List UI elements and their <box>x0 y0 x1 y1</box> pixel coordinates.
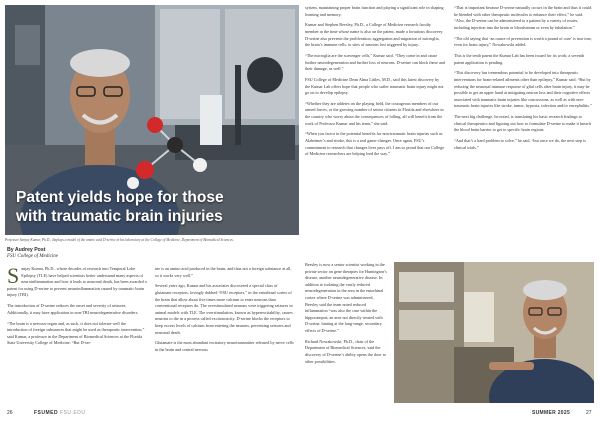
body-paragraph: Glutamate is the most abundant excitatory neurotransmitter released by nerve cells in the brain and central nervous <box>155 340 294 352</box>
lab-portrait-illustration <box>394 262 594 403</box>
lab-portrait-photo <box>394 262 594 403</box>
headline-line-2: with traumatic brain injuries <box>16 208 223 225</box>
body-paragraph: “The old saying that ‘an ounce of prevention is worth a pound of cure’ is true true, even for brain injury,” Nowakowski added. <box>454 35 592 48</box>
body-paragraph: Beesley is now a senior scientist working in the private sector on gene therapies for Huntington’s disease, another neurodegenerative disease. In addition to isolating the vastly reduced neurodegeneration in the area in the entorhinal cortex where D-serine was administered, Beesley said the team noted reduced inflammation “was also the case within the hippocampus, an area not directly treated with D-serine, hinting at the long-range, secondary effects of D-serine.” <box>305 262 387 333</box>
byline-publisher: FSU College of Medicine <box>7 254 58 259</box>
page-number-left: 26 <box>7 410 13 416</box>
body-paragraph: ine is an amino acid produced in the brain, and thus not a foreign substance at all, so it works very well.” <box>155 266 292 278</box>
article-headline <box>16 188 296 226</box>
article-column-4 <box>454 5 594 151</box>
body-paragraph: FSU College of Medicine Dean Alma Littles, M.D., said this latest discovery by the Kumar Lab offers hope that people who suffer traumatic brain injury might not go on to develop epilepsy. <box>305 76 444 96</box>
footer-magazine-name: FSUMED <box>34 410 59 416</box>
article-column-3-lower <box>305 262 387 365</box>
body-paragraph: “Whether they are athletes on the playing field, the courageous members of our armed forces, or the growing number of senior citizens in Florida and elsewhere in the country who worry about the consequences of falling, all will benefit from the work of Professor Kumar and his team,” she said. <box>305 100 444 126</box>
body-paragraph: “That is important because D-serine naturally occurs in the brain and thus it could be blended with other therapeutic molecules to enhance their effect,” he said. “Also, the D-serine can be administered to a patient by a variety of routes, including injection into the brain or bloodstream or even by inhalation.” <box>454 5 592 30</box>
body-paragraph: The introduction of D-serine reduces the onset and severity of seizures. Additionally, it may have application in non-TBI neurodegenerative disorders. <box>7 303 139 315</box>
body-paragraph: Kumar and Stephen Beesley, Ph.D., a College of Medicine research faculty member at the time whose name is also on the patent, made a fortuitous discovery: D-serine also prevents the proliferation, aggregation and migration of microglia, the brain’s immune cells, to sites of neurons lost triggered by injury. <box>305 22 444 48</box>
photo-caption: Professor Sanjay Kumar, Ph.D., displays a model of the amino acid D-serine in his laboratory at the College of Medicine, Department of Biomedical Sciences. <box>5 238 234 242</box>
article-column-1 <box>7 263 147 347</box>
article-column-2 <box>155 266 295 354</box>
body-paragraph: “This discovery has tremendous potential to be developed into therapeutic interventions for brain-related ailments other than epilepsy,” Kumar said. “But by reducing the neuronal immune response of glial cells after brain injury, it may be possible to get an upper hand at mitigating neuron loss and their cognitive effects associated with traumatic brain injuries like concussions, as well as with non-traumatic brain injuries like stroke, tumor, hypoxia, infection and/or encephalitis.” <box>454 70 592 109</box>
body-paragraph: Richard Nowakowski, Ph.D., chair of the Department of Biomedical Sciences, said the discovery of D-serine’s ability opens the door to other possibilities. <box>305 338 386 364</box>
drop-cap: S <box>7 263 20 288</box>
article-column-3 <box>305 5 445 158</box>
footer-website: FSU.EDU <box>60 410 86 416</box>
body-paragraph: This is the tenth patent the Kumar Lab has been issued for its work; a seventh patent application is pending. <box>454 52 585 65</box>
byline-author: By Audrey Post <box>7 247 46 253</box>
body-paragraph: The next big challenge, he noted, is translating his basic research findings to clinical therapeutics and figuring out how to formulate D-serine to make it breach the blood brain barrier to get to specific brain regions. <box>454 114 591 133</box>
body-paragraph: “When you factor in the potential benefits for non-traumatic brain injuries such as Alzheimer’s and stroke, this is a real game-changer. Once again, FSU’s commitment to research that changes lives pays off. I am so proud that our College of Medicine researchers are helping lead the way.” <box>305 131 445 157</box>
body-paragraph: system, maintaining proper brain function and playing a significant role in shaping learning and memory. <box>305 5 444 17</box>
body-paragraph: Sanjay Kumar, Ph.D., whose decades of research into Temporal Lobe Epilepsy (TLE) have helped scientists better understand many aspects of neuroinflammation and how it leads to neuronal death, has been awarded a patent for using D-serine to prevent neuroinflammation caused by traumatic brain injury (TBI). <box>7 263 147 298</box>
headline-line-1: Patent yields hope for those <box>16 189 224 206</box>
body-paragraph: “The microglia are the scavenger cells,” Kumar said. “They come in and cause further neurodegeneration and further loss of neurons. D-serine can block these and their damage, as well.” <box>305 52 445 72</box>
footer-issue-date: SUMMER 2025 <box>532 410 571 416</box>
page-number-right: 27 <box>586 410 592 416</box>
body-paragraph: “And that’s a hard problem to solve,” he said, “but once we do, the next step is clinical trials.” <box>454 138 586 150</box>
body-paragraph: Several years ago, Kumar and his associates discovered a special class of glutamate receptors, lovingly dubbed “FSU receptors,” in the entorhinal cortex of the brain that allow about five times more calcium to enter neurons than conventional receptors do. The overstimulated neurons were triggering seizures in animal models with TLE. The overstimulation, known as hyperexcitability, causes neurons to die in a process called excitotoxicity. D-serine blocks the receptors to keep excess levels of calcium from entering the neurons, preventing seizures and neuronal death. <box>155 283 293 335</box>
body-paragraph: “The brain is a nervous-organ and, as such, it does not tolerate well the introduction of foreign substances that might be used as therapeutic intervention,” said Kumar, a professor in the Department of Biomedical Sciences at the Florida State University College of Medicine. “But D-ser- <box>7 320 145 346</box>
